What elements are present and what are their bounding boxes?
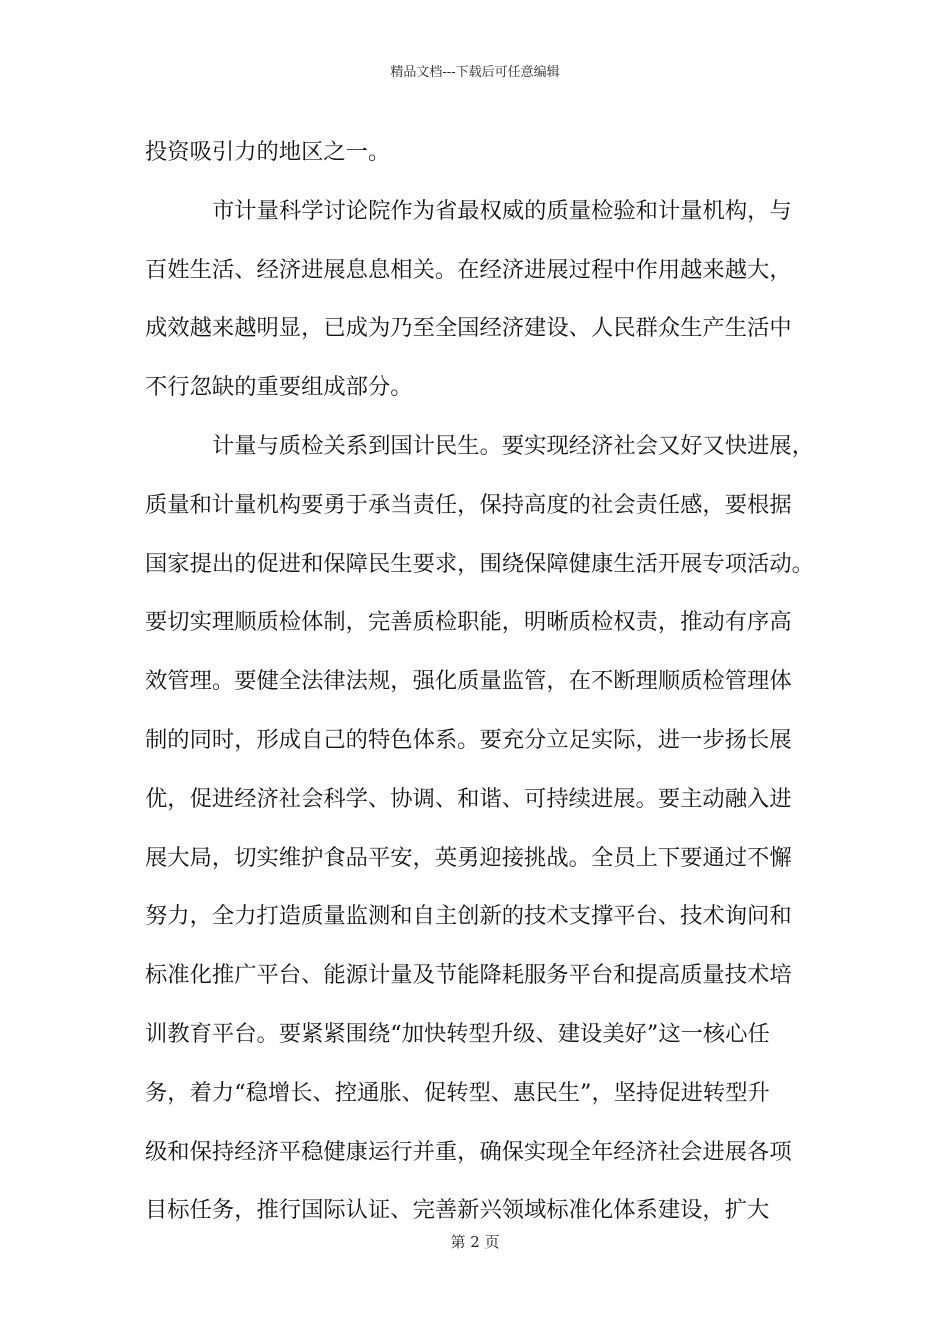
paragraph-1-line-1: 投资吸引力的地区之一。 xyxy=(145,139,391,165)
paragraph-3-line-5: 效管理。要健全法律法规，强化质量监管，在不断理顺质检管理体 xyxy=(145,668,792,695)
paragraph-3-line-13: 级和保持经济平稳健康运行并重，确保实现全年经济社会进展各项 xyxy=(145,1138,792,1165)
paragraph-3-line-12: 务，着力“稳增长、控通胀、促转型、惠民生”，坚持促进转型升 xyxy=(145,1079,770,1106)
paragraph-2-line-4: 不行忽缺的重要组成部分。 xyxy=(145,374,413,401)
paragraph-3-line-10: 标准化推广平台、能源计量及节能降耗服务平台和提高质量技术培 xyxy=(145,962,792,989)
paragraph-3-line-14: 目标任务，推行国际认证、完善新兴领域标准化体系建设，扩大 xyxy=(145,1197,770,1224)
page-number: 第 2 页 xyxy=(450,1233,500,1251)
paragraph-3-line-8: 展大局，切实维护食品平安，英勇迎接挑战。全员上下要通过不懈 xyxy=(145,844,792,871)
paragraph-3-line-11: 训教育平台。要紧紧围绕“加快转型升级、建设美好”这一核心任 xyxy=(145,1020,770,1047)
paragraph-3-line-2: 质量和计量机构要勇于承当责任，保持高度的社会责任感，要根据 xyxy=(145,491,792,518)
document-body xyxy=(145,123,815,1240)
paragraph-3-line-4: 要切实理顺质检体制，完善质检职能，明晰质检权责，推动有序高 xyxy=(145,609,792,636)
paragraph-3-line-6: 制的同时，形成自己的特色体系。要充分立足实际，进一步扬长展 xyxy=(145,726,792,753)
paragraph-2-line-1: 市计量科学讨论院作为省最权威的质量检验和计量机构，与 xyxy=(212,197,792,224)
paragraph-3-line-3: 国家提出的促进和保障民生要求，围绕保障健康生活开展专项活动。 xyxy=(145,550,814,577)
paragraph-2-line-2: 百姓生活、经济进展息息相关。在经济进展过程中作用越来越大， xyxy=(145,256,792,283)
paragraph-2-line-3: 成效越来越明显，已成为乃至全国经济建设、人民群众生产生活中 xyxy=(145,315,792,342)
paragraph-3-line-9: 努力，全力打造质量监测和自主创新的技术支撑平台、技术询问和 xyxy=(145,903,792,930)
paragraph-3-line-1: 计量与质检关系到国计民生。要实现经济社会又好又快进展， xyxy=(212,432,815,459)
paragraph-3-line-7: 优，促进经济社会科学、协调、和谐、可持续进展。要主动融入进 xyxy=(145,785,792,812)
page-header: 精品文档---下载后可任意编辑 xyxy=(390,65,560,80)
